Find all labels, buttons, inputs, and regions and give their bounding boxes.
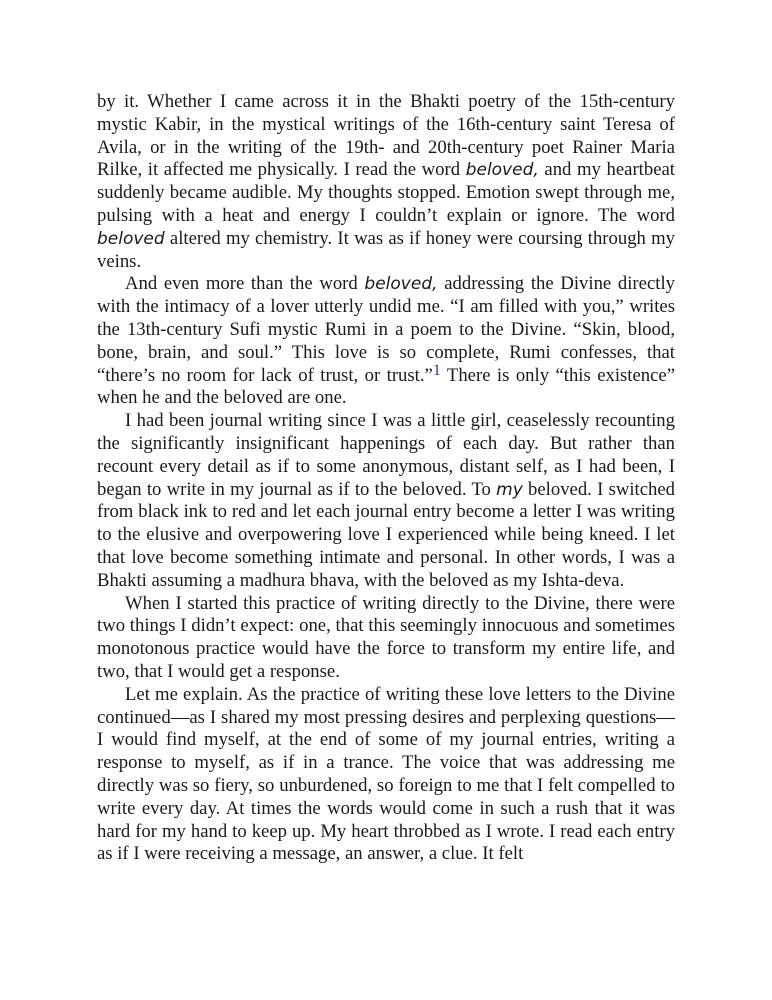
italic-word-beloved: beloved, [465,160,539,181]
italic-word-beloved: beloved [97,228,165,249]
text-run: addressing the Divine directly with the intimacy of a lover utterly undid me. “I am filled with you,” writes the 13th-century Sufi mystic Rumi in a poem to the Divine. “Skin, blood, bone, brain, and soul.” This love is so complete, Rumi confesses, that “there’s no room for lack of trust, or trust.” [97,273,675,386]
book-page-body [97,91,675,866]
text-run: beloved. I switched from black ink to red and let each journal entry become a letter I was writing to the elusive and overpowering love I experienced while being kneed. I let that love become something intimate and personal. In other words, I was a Bhakti assuming a madhura bhava, with the beloved as my Ishta-deva. [97,478,675,591]
text-run: and my heartbeat suddenly became audible. My thoughts stopped. Emotion swept through me, pulsing with a heat and energy I couldn’t explain or ignore. The word [97,159,675,226]
italic-word-my: my [496,479,523,500]
paragraph-4 [97,593,675,684]
text-run: I had been journal writing since I was a little girl, ceaselessly recounting the significantly insignificant happenings of each day. But rather than recount every detail as if to some anonymous, distant self, as I had been, I began to write in my journal as if to the beloved. To [97,410,675,500]
text-run: There is only “this existence” when he and the beloved are one. [97,364,676,409]
text-run: And even more than the word [125,273,365,295]
text-run: altered my chemistry. It was as if honey were coursing through my veins. [97,227,675,272]
italic-word-beloved: beloved, [364,274,438,295]
text-run: When I started this practice of writing directly to the Divine, there were two things I didn’t expect: one, that this seemingly innocuous and sometimes monotonous practice would have the force to transform my entire life, and two, that I would get a response. [97,592,675,682]
paragraph-5 [97,684,675,866]
paragraph-2 [97,273,675,410]
text-run: by it. Whether I came across it in the Bhakti poetry of the 15th-century mystic Kabir, in the mystical writings of the 16th-century saint Teresa of Avila, or in the writing of the 19th- and 20th-century poet Rainer Maria Rilke, it affected me physically. I read the word [97,91,675,181]
paragraph-3 [97,410,675,592]
text-run: Let me explain. As the practice of writing these love letters to the Divine continued—as I shared my most pressing desires and perplexing questions—I would find myself, at the end of some of my journal entries, writing a response to myself, as if in a trance. The voice that was addressing me directly was so fiery, so unburdened, so foreign to me that I felt compelled to write every day. At times the words would come in such a rush that it was hard for my hand to keep up. My heart throbbed as I wrote. I read each entry as if I were receiving a message, an answer, a clue. It felt [97,683,675,865]
paragraph-1 [97,91,675,273]
footnote-marker[interactable]: 1 [432,361,441,379]
